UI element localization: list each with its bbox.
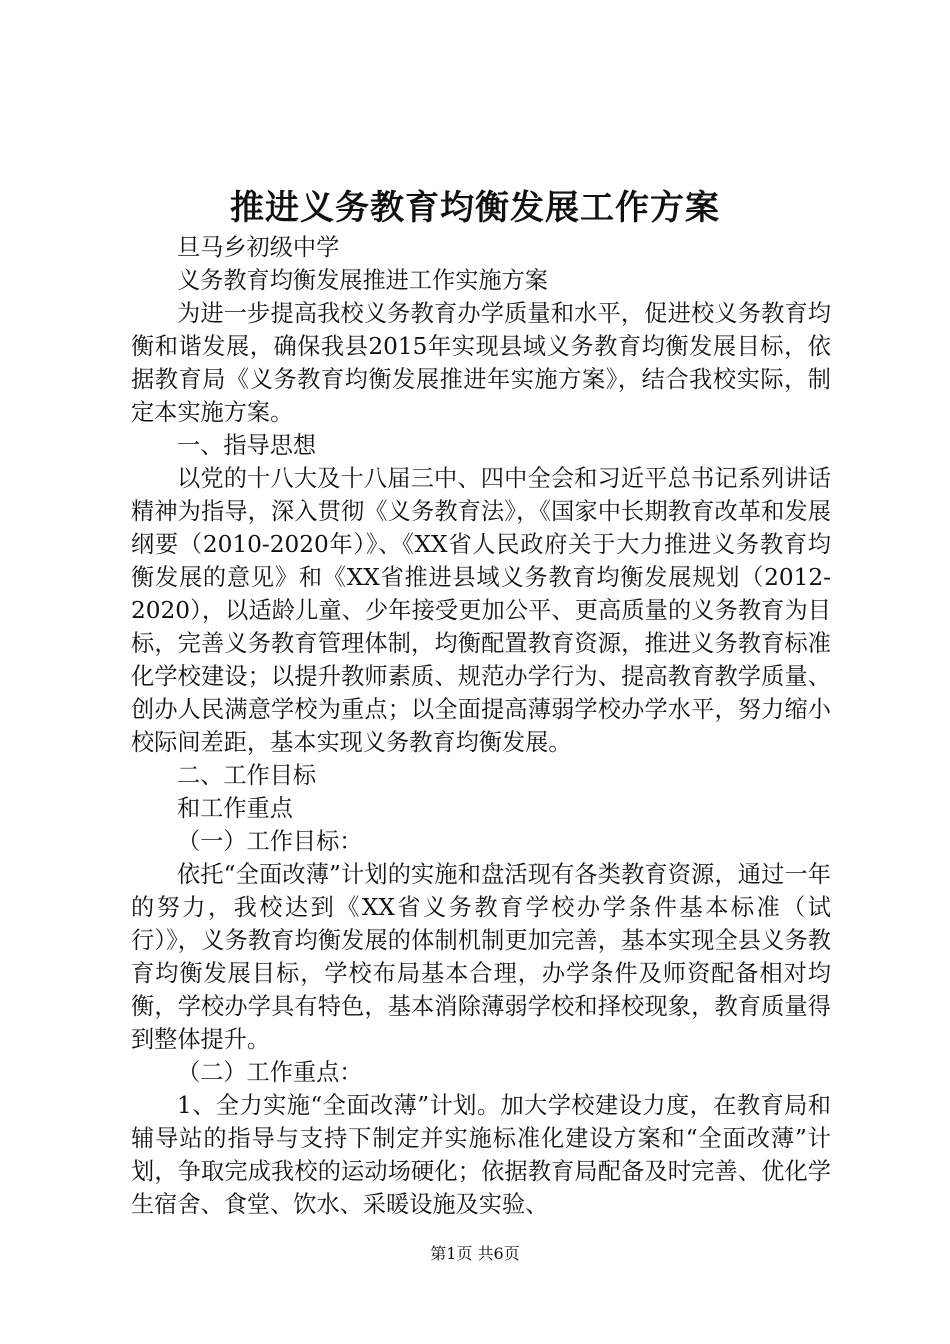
section-heading-guiding-thought: 一、指导思想 <box>177 432 317 459</box>
paragraph-guiding-thought: 以党的十八大及十八届三中、四中全会和习近平总书记系列讲话精神为指导，深入贯彻《义务教育法》，《国家中长期教育改革和发展纲要（2010-2020年）》、《XX省人民政府关于大力推进义务教育均衡发展的意见》和《XX省推进县域义务教育均衡发展规划（2012-2020），以适龄儿童、少年接受更加公平、更高质量的义务教育为目标，完善义务教育管理体制，均衡配置教育资源，推进义务教育标准化学校建设；以提升教师素质、规范办学行为、提高教育教学质量、创办人民满意学校为重点；以全面提高薄弱学校办学水平，努力缩小校际间差距，基本实现义务教育均衡发展。 <box>131 465 831 756</box>
section-heading-work-goals: 二、工作目标 <box>177 762 317 789</box>
page-footer: 第1页 共6页 <box>430 1244 520 1263</box>
subheading-work-focus: （二）工作重点： <box>177 1059 363 1086</box>
section-heading-work-focus: 和工作重点 <box>177 795 293 822</box>
paragraph-subtitle: 义务教育均衡发展推进工作实施方案 <box>177 267 548 294</box>
paragraph-work-goals: 依托“全面改薄”计划的实施和盘活现有各类教育资源，通过一年的努力，我校达到《XX省义务教育学校办学条件基本标准（试行）》，义务教育均衡发展的体制机制更加完善，基本实现全县义务教育均衡发展目标，学校布局基本合理，办学条件及师资配备相对均衡，学校办学具有特色，基本消除薄弱学校和择校现象，教育质量得到整体提升。 <box>131 861 831 1053</box>
document-body <box>131 231 831 1221</box>
paragraph-school-name: 旦马乡初级中学 <box>177 234 340 261</box>
paragraph-work-focus-1: 1、全力实施“全面改薄”计划。加大学校建设力度，在教育局和辅导站的指导与支持下制定并实施标准化建设方案和“全面改薄”计划，争取完成我校的运动场硬化；依据教育局配备及时完善、优化学生宿舍、食堂、饮水、采暖设施及实验、 <box>131 1092 831 1218</box>
paragraph-intro: 为进一步提高我校义务教育办学质量和水平，促进校义务教育均衡和谐发展，确保我县2015年实现县域义务教育均衡发展目标，依据教育局《义务教育均衡发展推进年实施方案》，结合我校实际，制定本实施方案。 <box>131 300 831 426</box>
subheading-work-goals: （一）工作目标： <box>177 828 363 855</box>
document-title: 推进义务教育均衡发展工作方案 <box>230 188 720 228</box>
